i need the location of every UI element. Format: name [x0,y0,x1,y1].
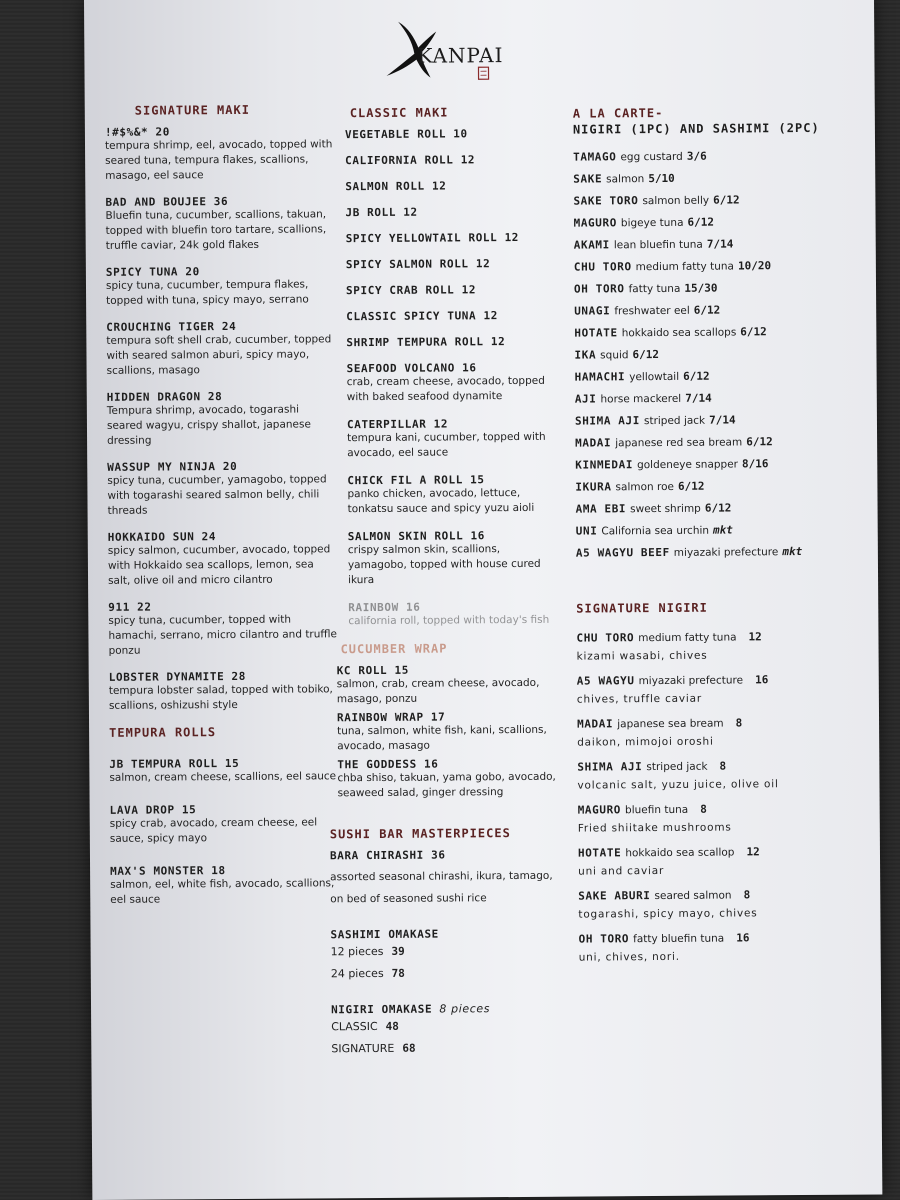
price-row [575,457,855,472]
option-row [331,962,561,986]
item-garnish: kizami wasabi, chives [576,649,708,663]
item-price: 6/12 [693,303,721,317]
item-description: seared salmon [654,889,732,903]
item-description: salmon [606,173,645,186]
item-price: 6/12 [740,325,767,339]
menu-item [345,179,555,193]
menu-item [577,673,857,708]
item-name: MAGURO [573,216,617,230]
item-name: OH TORO [578,932,630,946]
item-price: 8 [735,716,743,730]
menu-item [346,231,556,245]
price-row [577,759,857,774]
price-row [573,193,853,208]
price-row [573,171,853,186]
menu-item [347,361,557,405]
item-name: SHIMA AJI [574,414,641,428]
item-description: spicy salmon, cucumber, avocado, topped with Hokkaido sea scallops, lemon, sea salt, olive oil and micro cilantro [107,543,331,587]
item-name: LAVA DROP 15 [109,803,197,817]
item-name: CATERPILLAR 12 [346,417,449,432]
item-name: UNI [575,524,598,538]
item-description: tempura kani, cucumber, topped with avocado, eel sauce [347,430,546,460]
item-description: squid [600,349,629,362]
item-garnish: uni, chives, nori. [578,950,680,964]
item-price: 7/14 [706,237,734,251]
price-row [574,303,854,318]
item-description: striped jack [643,414,706,428]
menu-item [107,389,337,449]
section-title-masterpieces: SUSHI BAR MASTERPIECES [329,826,511,842]
menu-item [110,802,340,847]
item-name: !#$%&* 20 [104,125,170,139]
item-description: crab, cream cheese, avocado, topped with baked seafood dynamite [346,374,545,404]
option-row [331,940,561,964]
signature-maki-list [105,124,339,714]
item-name: KINMEDAI [575,458,634,472]
item-name: A5 WAGYU BEEF [575,545,670,560]
price-row [575,435,855,450]
item-description: sweet shrimp [630,502,701,516]
item-price: 6/12 [677,479,705,493]
item-name: KC ROLL 15 [336,663,409,678]
item-price: 3/6 [686,149,707,163]
item-price: 15/30 [684,281,718,295]
item-price: mkt [712,523,733,537]
item-garnish: daikon, mimojoi oroshi [577,735,714,749]
item-name: SPICY CRAB ROLL 12 [345,283,477,298]
item-description: fatty bluefin tuna [633,932,725,946]
price-row [576,523,856,538]
item-name: CLASSIC SPICY TUNA 12 [346,309,498,324]
item-description: Bluefin tuna, cucumber, scallions, takuan, topped with bluefin toro tartare, scallions, truffle caviar, 24k gold flakes [105,208,327,252]
item-price: 8 [700,802,707,816]
item-description: goldeneye snapper [637,458,739,472]
item-name: BAD AND BOUJEE 36 [105,194,229,209]
item-name: SALMON ROLL 12 [345,179,447,194]
item-garnish: volcanic salt, yuzu juice, olive oil [577,778,779,792]
menu-item [106,264,336,309]
item-name: CHICK FIL A ROLL 15 [347,473,485,488]
price-row [573,149,853,164]
item-name: HOTATE [574,326,618,340]
item-description: hokkaido sea scallop [625,846,735,860]
item-name: MAGURO [577,803,622,817]
item-name: MAX'S MONSTER 18 [110,864,226,878]
item-price: 8 [719,759,727,773]
item-name: A5 WAGYU [576,674,635,688]
item-name: CHU TORO [573,260,632,274]
menu-item [330,927,560,986]
menu-item [337,710,559,755]
a-la-carte-list [573,149,856,560]
price-row [574,259,854,274]
item-price: 16 [755,673,769,687]
price-row [579,931,859,946]
item-price: 12 [748,630,762,644]
menu-item [579,931,859,966]
menu-item [105,124,335,184]
menu-paper [84,0,882,1200]
item-price: mkt [782,544,803,559]
item-description: spicy tuna, cucumber, tempura flakes, topped with tuna, spicy mayo, serrano [105,278,309,307]
menu-item [107,459,337,519]
menu-item [331,1002,561,1061]
item-description: japanese sea bream [617,717,724,731]
menu-item [577,759,857,794]
price-row [575,369,855,384]
price-row [575,391,855,406]
menu-item [578,888,858,923]
item-price: 6/12 [704,501,732,515]
item-description: medium fatty tuna [638,631,737,645]
menu-item [346,309,556,323]
item-name: SAKE [573,172,603,186]
item-name: UNAGI [574,304,611,318]
column-left [105,102,341,926]
price-row [575,479,855,494]
item-name: HAMACHI [574,370,626,384]
item-price: 8 [743,888,751,902]
section-title-signature-nigiri: SIGNATURE NIGIRI [576,600,708,616]
item-name: RAINBOW 16 [348,600,421,615]
price-row [574,237,854,252]
column-middle [325,105,562,1074]
item-name: HIDDEN DRAGON 28 [106,390,223,404]
menu-item [110,863,340,908]
section-title-a-la-carte: A LA CARTE- [572,105,664,121]
section-title-classic-maki: CLASSIC MAKI [349,105,449,121]
item-name: CALIFORNIA ROLL 12 [345,153,476,168]
item-price: 6/12 [632,347,660,362]
item-description: fatty tuna [628,282,681,296]
price-row [574,281,854,296]
brand-logo [384,17,544,88]
item-name: CROUCHING TIGER 24 [106,319,237,334]
item-price: 10/20 [737,259,772,273]
signature-nigiri-list [576,630,858,966]
menu-item [337,757,559,802]
menu-item [348,600,558,629]
item-price: 7/14 [709,413,736,427]
item-description: yellowtail [629,370,680,384]
item-name: HOTATE [577,846,622,860]
item-description: japanese red sea bream [615,436,743,450]
menu-item [346,335,556,349]
menu-item [577,716,857,751]
option-price: 68 [402,1041,416,1055]
item-description: spicy crab, avocado, cream cheese, eel sauce, spicy mayo [109,816,318,845]
item-description: egg custard [620,150,683,164]
item-name: CHU TORO [576,631,635,645]
menu-item [109,669,339,714]
price-row [577,716,857,731]
item-price: 5/10 [648,171,675,186]
item-name: AMA EBI [575,502,627,516]
item-name: WASSUP MY NINJA 20 [107,459,238,474]
item-name: SAKE ABURI [578,889,651,903]
item-description: striped jack [646,760,708,774]
menu-item [330,848,560,911]
item-name: 911 22 [108,600,152,614]
price-row [578,802,858,817]
option-row [331,1015,561,1039]
item-description: crispy salmon skin, scallions, yamagobo, topped with house cured ikura [347,543,541,587]
item-garnish: togarashi, spicy mayo, chives [578,907,758,921]
item-price: 6/12 [746,435,773,449]
item-description: freshwater eel [614,304,690,318]
item-name: SPICY YELLOWTAIL ROLL 12 [345,230,520,246]
section-title-cucumber-wrap: CUCUMBER WRAP [340,641,448,657]
item-description: california roll, topped with today's fish [348,613,550,628]
item-name: MADAI [575,436,612,450]
item-description: tempura lobster salad, topped with tobiko, scallions, oshizushi style [108,683,333,712]
menu-item [345,127,555,141]
brand-name: KANPAI [417,43,504,68]
item-price: 12 [746,845,760,859]
price-row [574,215,854,230]
item-name: VEGETABLE ROLL 10 [344,127,468,142]
price-row [578,845,858,860]
option-label: 12 pieces [330,944,384,959]
price-row [577,673,857,688]
menu-item [337,663,559,708]
menu-item [346,257,556,271]
menu-item [578,802,858,837]
menu-item [576,630,856,665]
item-name: SHIMA AJI [577,760,643,774]
item-name: AJI [574,392,597,406]
item-name: TAMAGO [573,150,617,164]
price-row [574,347,854,362]
item-price: 7/14 [685,391,712,405]
item-name: IKURA [575,480,612,494]
item-price: 6/12 [687,215,715,229]
item-name: HOKKAIDO SUN 24 [107,530,217,544]
item-price: 6/12 [683,369,710,383]
item-description: tuna, salmon, white fish, kani, scallions, avocado, masago [337,723,547,753]
item-description: medium fatty tuna [635,260,734,274]
item-description: miyazaki prefecture [638,674,744,688]
item-name: RAINBOW WRAP 17 [336,710,446,725]
tempura-rolls-list [109,756,340,908]
price-row [575,413,855,428]
item-name: JB TEMPURA ROLL 15 [109,756,240,771]
option-label: SIGNATURE [331,1041,395,1056]
item-description: Tempura shrimp, avocado, togarashi seared wagyu, crispy shallot, japanese dressing [106,403,311,447]
menu-item [108,529,338,589]
menu-item [345,205,555,219]
item-description: assorted seasonal chirashi, ikura, tamago, on bed of seasoned sushi rice [330,869,553,906]
item-name: OH TORO [573,282,625,296]
item-name: SPICY TUNA 20 [105,265,200,279]
item-description: tempura soft shell crab, cucumber, topped with seared salmon aburi, spicy mayo, scallions, masago [106,333,332,377]
option-price: 48 [385,1019,399,1033]
item-description: bigeye tuna [620,216,684,230]
menu-item [106,319,336,379]
item-garnish: Fried shiitake mushrooms [577,821,732,835]
item-description: salmon, crab, cream cheese, avocado, masago, ponzu [336,676,540,706]
item-price: 8/16 [741,457,769,471]
option-row [331,1037,561,1061]
menu-item [347,473,557,517]
section-subtitle-a-la-carte: NIGIRI (1PC) AND SASHIMI (2PC) [572,120,820,137]
item-name: SAKE TORO [573,194,639,208]
item-description: panko chicken, avocado, lettuce, tonkatsu sauce and spicy yuzu aioli [347,486,535,516]
item-description: tempura shrimp, eel, avocado, topped with seared tuna, tempura flakes, scallions, masago, eel sauce [104,138,333,182]
item-name-text: NIGIRI OMAKASE [331,1002,433,1017]
item-description: California sea urchin [601,524,710,538]
item-name: BARA CHIRASHI 36 [329,848,446,863]
price-row [576,630,856,645]
item-name: LOBSTER DYNAMITE 28 [108,669,247,684]
option-price: 78 [391,966,405,980]
item-name: SEAFOOD VOLCANO 16 [346,361,477,376]
item-name: SALMON SKIN ROLL 16 [347,529,486,544]
price-row [576,501,856,516]
item-description: spicy tuna, cucumber, yamagobo, topped with togarashi seared salmon belly, chili threads [107,473,327,517]
item-description: miyazaki prefecture [673,546,779,559]
menu-item [108,599,338,659]
item-description: salmon, eel, white fish, avocado, scallions, eel sauce [110,877,335,906]
price-row [574,325,854,340]
item-description: bluefin tuna [624,803,689,817]
price-row [578,888,858,903]
item-name: AKAMI [573,238,610,252]
item-description: hokkaido sea scallops [621,326,737,340]
menu-item [346,283,556,297]
item-description: salmon belly [642,194,710,208]
menu-item [345,153,555,167]
option-label: CLASSIC [331,1019,378,1034]
menu-item [348,529,558,588]
item-garnish: uni and caviar [578,864,665,878]
item-price: 16 [736,931,750,945]
option-label: 24 pieces [330,966,384,981]
price-row [576,545,856,560]
item-price: 6/12 [713,193,740,207]
menu-item [105,194,335,254]
menu-item [347,417,557,461]
item-name: IKA [574,348,597,362]
item-name: SPICY SALMON ROLL 12 [345,257,491,272]
menu-item [109,756,339,786]
item-name: MADAI [577,717,614,731]
item-name: SHRIMP TEMPURA ROLL 12 [346,335,506,350]
item-name: SASHIMI OMAKASE [330,927,439,942]
item-garnish: chives, truffle caviar [576,692,702,706]
item-name: THE GODDESS 16 [337,757,439,772]
item-description: lean bluefin tuna [613,238,703,252]
item-note: 8 pieces [439,1002,491,1016]
section-title-tempura-rolls: TEMPURA ROLLS [109,725,217,740]
item-description: salmon roe [615,480,675,494]
cucumber-wrap-list [337,663,560,802]
classic-maki-list [345,127,558,629]
column-right [573,105,859,976]
menu-item [578,845,858,880]
item-description: spicy tuna, cucumber, topped with hamachi, serrano, micro cilantro and truffle ponzu [108,613,338,657]
item-name: JB ROLL 12 [345,205,418,220]
item-description: chba shiso, takuan, yama gobo, avocado, seaweed salad, ginger dressing [337,770,556,800]
section-title-signature-maki: SIGNATURE MAKI [134,102,250,118]
option-price: 39 [391,944,405,958]
item-description: salmon, cream cheese, scallions, eel sauce [109,770,337,784]
item-description: horse mackerel [600,392,682,406]
